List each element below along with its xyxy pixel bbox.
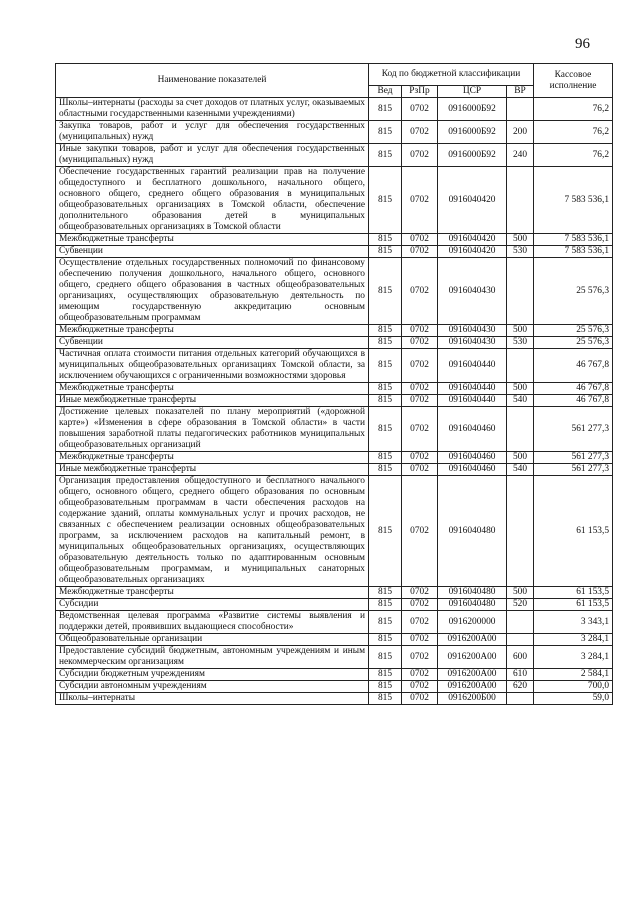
row-rzpr: 0702 <box>402 407 438 452</box>
table-row <box>56 476 613 587</box>
row-name: Общеобразовательные организации <box>56 634 369 646</box>
row-csr: 0916040440 <box>438 349 507 383</box>
row-ved: 815 <box>369 258 402 325</box>
row-vr: 520 <box>507 599 534 611</box>
row-ved: 815 <box>369 325 402 337</box>
table-row <box>56 681 613 693</box>
row-name: Осуществление отдельных государственных полномочий по финансовому обеспечению получения дошкольного, начального общего, основного общего, среднего общего образования в частных общеобразовательных организациях, осуществляющих образовательную деятельность по имеющим государственную аккредитацию основным общеобразовательным программам <box>56 258 369 325</box>
row-vr: 610 <box>507 669 534 681</box>
table-row <box>56 234 613 246</box>
table-row <box>56 611 613 634</box>
column-header-csr: ЦСР <box>438 86 507 98</box>
column-header-ved: Вед <box>369 86 402 98</box>
row-csr: 0916040460 <box>438 464 507 476</box>
row-rzpr: 0702 <box>402 349 438 383</box>
row-csr: 0916040430 <box>438 337 507 349</box>
row-amount: 2 584,1 <box>534 669 613 681</box>
row-amount: 76,2 <box>534 98 613 121</box>
row-name: Школы–интернаты (расходы за счет доходов от платных услуг, оказываемых областными государственными казенными учреждениями) <box>56 98 369 121</box>
row-ved: 815 <box>369 669 402 681</box>
row-csr: 0916040420 <box>438 234 507 246</box>
column-header-amount: Кассовое исполнение <box>534 64 613 98</box>
table-row <box>56 634 613 646</box>
row-vr <box>507 98 534 121</box>
row-name: Предоставление субсидий бюджетным, автономным учреждениям и иным некоммерческим организациям <box>56 646 369 669</box>
row-rzpr: 0702 <box>402 587 438 599</box>
row-csr: 0916040460 <box>438 452 507 464</box>
row-csr: 0916000Б92 <box>438 121 507 144</box>
table-body <box>56 98 613 705</box>
row-amount: 46 767,8 <box>534 383 613 395</box>
row-name: Обеспечение государственных гарантий реализации прав на получение общедоступного и бесплатного дошкольного, начального общего, основного общего, среднего общего образования в муниципальных общеобразовательных организациях в Томской области, обеспечение дополнительного образования детей в муниципальных общеобразовательных организациях в Томской области <box>56 167 369 234</box>
row-ved: 815 <box>369 234 402 246</box>
row-name: Организация предоставления общедоступного и бесплатного начального общего, основного общего, среднего общего образования по основным общеобразовательным программам в части обеспечения расходов на содержание зданий, оплаты коммунальных услуг и прочих расходов, не связанных с обеспечением реализации основных общеобразовательных программ, за исключением расходов на капитальный ремонт, в муниципальных общеобразовательных организациях, осуществляющих образовательную деятельность только по адаптированным основным общеобразовательным программам, и муниципальных санаторных общеобразовательных организациях <box>56 476 369 587</box>
row-name: Межбюджетные трансферты <box>56 325 369 337</box>
row-ved: 815 <box>369 693 402 705</box>
table-row <box>56 144 613 167</box>
row-amount: 7 583 536,1 <box>534 246 613 258</box>
column-header-vr: ВР <box>507 86 534 98</box>
row-csr: 0916040440 <box>438 383 507 395</box>
row-amount: 561 277,3 <box>534 452 613 464</box>
row-csr: 0916200А00 <box>438 681 507 693</box>
row-ved: 815 <box>369 98 402 121</box>
table-row <box>56 325 613 337</box>
row-vr: 540 <box>507 395 534 407</box>
table-row <box>56 646 613 669</box>
row-name: Иные закупки товаров, работ и услуг для обеспечения государственных (муниципальных) нужд <box>56 144 369 167</box>
row-name: Межбюджетные трансферты <box>56 234 369 246</box>
row-amount: 7 583 536,1 <box>534 167 613 234</box>
row-vr: 600 <box>507 646 534 669</box>
row-name: Закупка товаров, работ и услуг для обеспечения государственных (муниципальных) нужд <box>56 121 369 144</box>
row-csr: 0916040440 <box>438 395 507 407</box>
row-amount: 7 583 536,1 <box>534 234 613 246</box>
row-rzpr: 0702 <box>402 98 438 121</box>
table-row <box>56 395 613 407</box>
table-row <box>56 383 613 395</box>
row-ved: 815 <box>369 587 402 599</box>
row-ved: 815 <box>369 646 402 669</box>
row-csr: 0916040460 <box>438 407 507 452</box>
row-ved: 815 <box>369 144 402 167</box>
row-vr: 500 <box>507 587 534 599</box>
table-row <box>56 246 613 258</box>
row-name: Иные межбюджетные трансферты <box>56 395 369 407</box>
row-name: Субвенции <box>56 337 369 349</box>
row-ved: 815 <box>369 599 402 611</box>
row-vr <box>507 634 534 646</box>
row-name: Иные межбюджетные трансферты <box>56 464 369 476</box>
row-rzpr: 0702 <box>402 337 438 349</box>
row-csr: 0916040480 <box>438 599 507 611</box>
row-amount: 561 277,3 <box>534 407 613 452</box>
row-rzpr: 0702 <box>402 611 438 634</box>
row-csr: 0916040480 <box>438 587 507 599</box>
row-csr: 0916200А00 <box>438 634 507 646</box>
row-amount: 46 767,8 <box>534 349 613 383</box>
row-csr: 0916200А00 <box>438 669 507 681</box>
row-rzpr: 0702 <box>402 395 438 407</box>
column-header-name: Наименование показателей <box>56 64 369 98</box>
row-rzpr: 0702 <box>402 646 438 669</box>
row-amount: 61 153,5 <box>534 599 613 611</box>
row-vr: 530 <box>507 246 534 258</box>
row-amount: 25 576,3 <box>534 337 613 349</box>
row-amount: 61 153,5 <box>534 587 613 599</box>
row-csr: 0916040430 <box>438 325 507 337</box>
row-amount: 76,2 <box>534 144 613 167</box>
row-name: Ведомственная целевая программа «Развитие системы выявления и поддержки детей, проявивших выдающиеся способности» <box>56 611 369 634</box>
row-rzpr: 0702 <box>402 669 438 681</box>
table-row <box>56 121 613 144</box>
row-ved: 815 <box>369 611 402 634</box>
row-ved: 815 <box>369 167 402 234</box>
table-row <box>56 98 613 121</box>
row-ved: 815 <box>369 464 402 476</box>
table-row <box>56 337 613 349</box>
row-name: Субсидии автономным учреждениям <box>56 681 369 693</box>
table-row <box>56 258 613 325</box>
row-csr: 0916040480 <box>438 476 507 587</box>
row-name: Межбюджетные трансферты <box>56 452 369 464</box>
row-amount: 46 767,8 <box>534 395 613 407</box>
column-header-code-group: Код по бюджетной классификации <box>369 64 534 86</box>
row-rzpr: 0702 <box>402 464 438 476</box>
row-vr <box>507 693 534 705</box>
row-rzpr: 0702 <box>402 681 438 693</box>
row-vr: 240 <box>507 144 534 167</box>
row-vr <box>507 349 534 383</box>
table-row <box>56 452 613 464</box>
table-row <box>56 407 613 452</box>
table-row <box>56 349 613 383</box>
budget-table <box>55 63 613 705</box>
row-csr: 0916040420 <box>438 167 507 234</box>
row-ved: 815 <box>369 476 402 587</box>
row-amount: 76,2 <box>534 121 613 144</box>
table-header <box>56 64 613 98</box>
row-vr: 500 <box>507 452 534 464</box>
row-name: Межбюджетные трансферты <box>56 587 369 599</box>
row-amount: 3 284,1 <box>534 646 613 669</box>
row-amount: 25 576,3 <box>534 325 613 337</box>
row-vr: 620 <box>507 681 534 693</box>
table-row <box>56 464 613 476</box>
row-vr <box>507 258 534 325</box>
row-rzpr: 0702 <box>402 599 438 611</box>
table-row <box>56 167 613 234</box>
row-csr: 0916000Б92 <box>438 144 507 167</box>
row-ved: 815 <box>369 121 402 144</box>
row-name: Субсидии <box>56 599 369 611</box>
row-rzpr: 0702 <box>402 452 438 464</box>
row-ved: 815 <box>369 337 402 349</box>
row-csr: 0916200Б00 <box>438 693 507 705</box>
table-row <box>56 693 613 705</box>
row-amount: 61 153,5 <box>534 476 613 587</box>
row-vr <box>507 611 534 634</box>
row-vr: 500 <box>507 383 534 395</box>
row-ved: 815 <box>369 634 402 646</box>
row-csr: 0916040420 <box>438 246 507 258</box>
row-ved: 815 <box>369 407 402 452</box>
row-amount: 25 576,3 <box>534 258 613 325</box>
page-number: 96 <box>575 36 590 52</box>
row-ved: 815 <box>369 452 402 464</box>
row-amount: 561 277,3 <box>534 464 613 476</box>
row-csr: 0916200А00 <box>438 646 507 669</box>
row-vr <box>507 167 534 234</box>
row-csr: 0916200000 <box>438 611 507 634</box>
row-ved: 815 <box>369 246 402 258</box>
row-vr <box>507 476 534 587</box>
row-amount: 3 284,1 <box>534 634 613 646</box>
row-rzpr: 0702 <box>402 246 438 258</box>
table-row <box>56 599 613 611</box>
row-rzpr: 0702 <box>402 383 438 395</box>
table-row <box>56 587 613 599</box>
row-vr: 200 <box>507 121 534 144</box>
row-vr: 530 <box>507 337 534 349</box>
row-name: Субвенции <box>56 246 369 258</box>
row-ved: 815 <box>369 395 402 407</box>
row-name: Школы–интернаты <box>56 693 369 705</box>
row-rzpr: 0702 <box>402 693 438 705</box>
row-ved: 815 <box>369 383 402 395</box>
row-name: Межбюджетные трансферты <box>56 383 369 395</box>
row-rzpr: 0702 <box>402 258 438 325</box>
row-vr: 500 <box>507 325 534 337</box>
row-rzpr: 0702 <box>402 234 438 246</box>
column-header-rzpr: РзПр <box>402 86 438 98</box>
row-name: Субсидии бюджетным учреждениям <box>56 669 369 681</box>
row-amount: 3 343,1 <box>534 611 613 634</box>
row-rzpr: 0702 <box>402 634 438 646</box>
row-rzpr: 0702 <box>402 144 438 167</box>
row-name: Достижение целевых показателей по плану мероприятий («дорожной карте») «Изменения в сфере образования в Томской области» в части повышения заработной платы педагогических работников муниципальных общеобразовательных организаций <box>56 407 369 452</box>
row-vr <box>507 407 534 452</box>
row-name: Частичная оплата стоимости питания отдельных категорий обучающихся в муниципальных общеобразовательных организациях Томской области, за исключением обучающихся с ограниченными возможностями здоровья <box>56 349 369 383</box>
row-rzpr: 0702 <box>402 121 438 144</box>
row-vr: 500 <box>507 234 534 246</box>
row-csr: 0916040430 <box>438 258 507 325</box>
row-vr: 540 <box>507 464 534 476</box>
table-row <box>56 669 613 681</box>
row-rzpr: 0702 <box>402 325 438 337</box>
row-rzpr: 0702 <box>402 476 438 587</box>
row-amount: 700,0 <box>534 681 613 693</box>
row-amount: 59,0 <box>534 693 613 705</box>
row-csr: 0916000Б92 <box>438 98 507 121</box>
row-rzpr: 0702 <box>402 167 438 234</box>
row-ved: 815 <box>369 681 402 693</box>
row-ved: 815 <box>369 349 402 383</box>
